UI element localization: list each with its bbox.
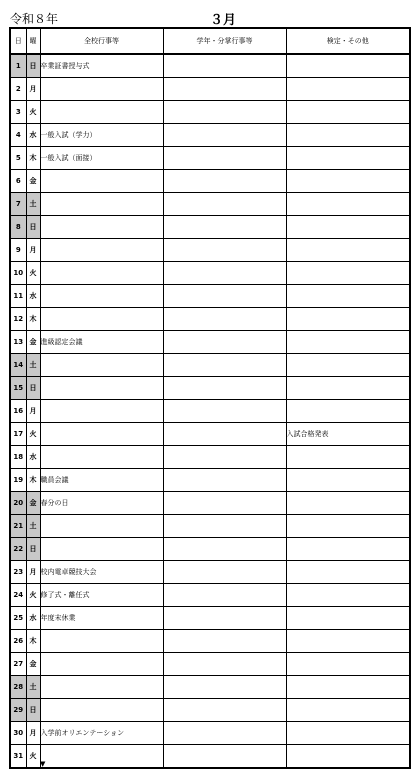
- day-cell: 29: [10, 699, 26, 722]
- grade-event-cell: [163, 584, 286, 607]
- other-cell: [286, 653, 410, 676]
- school-event-cell: 校内電卓競技大会: [40, 561, 163, 584]
- weekday-cell: 水: [26, 607, 40, 630]
- grade-event-cell: [163, 124, 286, 147]
- day-cell: 5: [10, 147, 26, 170]
- school-event-cell: [40, 446, 163, 469]
- table-row: [10, 377, 410, 400]
- other-cell: [286, 377, 410, 400]
- day-cell: 8: [10, 216, 26, 239]
- school-event-cell: [40, 216, 163, 239]
- school-event-cell: [40, 262, 163, 285]
- grade-event-cell: [163, 170, 286, 193]
- school-event-cell: [40, 515, 163, 538]
- school-event-cell: [40, 699, 163, 722]
- other-cell: [286, 676, 410, 699]
- table-row: [10, 538, 410, 561]
- table-row: [10, 584, 410, 607]
- other-cell: [286, 699, 410, 722]
- schedule-table: [9, 27, 411, 769]
- day-cell: 4: [10, 124, 26, 147]
- grade-event-cell: [163, 492, 286, 515]
- other-cell: 入試合格発表: [286, 423, 410, 446]
- school-event-cell: [40, 676, 163, 699]
- other-cell: [286, 170, 410, 193]
- weekday-cell: 金: [26, 492, 40, 515]
- header-row: [10, 28, 410, 54]
- day-cell: 24: [10, 584, 26, 607]
- school-event-cell: [40, 538, 163, 561]
- day-cell: 3: [10, 101, 26, 124]
- day-cell: 13: [10, 331, 26, 354]
- other-cell: [286, 193, 410, 216]
- other-cell: [286, 400, 410, 423]
- day-cell: 1: [10, 54, 26, 78]
- table-row: [10, 193, 410, 216]
- table-row: [10, 239, 410, 262]
- school-event-cell: [40, 101, 163, 124]
- day-cell: 6: [10, 170, 26, 193]
- table-row: [10, 469, 410, 492]
- day-cell: 10: [10, 262, 26, 285]
- other-cell: [286, 607, 410, 630]
- weekday-cell: 火: [26, 584, 40, 607]
- weekday-cell: 日: [26, 216, 40, 239]
- table-row: [10, 561, 410, 584]
- weekday-cell: 木: [26, 469, 40, 492]
- weekday-cell: 火: [26, 745, 40, 769]
- weekday-cell: 火: [26, 262, 40, 285]
- weekday-cell: 金: [26, 653, 40, 676]
- weekday-cell: 土: [26, 354, 40, 377]
- weekday-cell: 水: [26, 285, 40, 308]
- day-cell: 16: [10, 400, 26, 423]
- other-cell: [286, 331, 410, 354]
- day-column-header: 日: [10, 28, 26, 54]
- day-cell: 11: [10, 285, 26, 308]
- day-cell: 30: [10, 722, 26, 745]
- table-row: [10, 101, 410, 124]
- school-event-cell: [40, 239, 163, 262]
- school-event-cell: 一般入試（学力）: [40, 124, 163, 147]
- day-cell: 14: [10, 354, 26, 377]
- table-row: [10, 170, 410, 193]
- school-event-cell: 進級認定会議: [40, 331, 163, 354]
- table-row: [10, 354, 410, 377]
- school-event-cell: [40, 653, 163, 676]
- grade-event-cell: [163, 446, 286, 469]
- other-cell: [286, 469, 410, 492]
- table-row: [10, 745, 410, 769]
- table-row: [10, 492, 410, 515]
- school-event-cell: [40, 308, 163, 331]
- grade-event-cell: [163, 78, 286, 101]
- weekday-cell: 金: [26, 331, 40, 354]
- grade-event-cell: [163, 354, 286, 377]
- grade-event-cell: [163, 193, 286, 216]
- other-cell: [286, 584, 410, 607]
- other-column-header: 検定・その他: [286, 28, 410, 54]
- day-cell: 19: [10, 469, 26, 492]
- weekday-cell: 金: [26, 170, 40, 193]
- school-event-cell: 卒業証書授与式: [40, 54, 163, 78]
- school-event-cell: [40, 630, 163, 653]
- weekday-cell: 土: [26, 676, 40, 699]
- weekday-cell: 木: [26, 630, 40, 653]
- school-event-cell: 職員会議: [40, 469, 163, 492]
- grade-event-cell: [163, 216, 286, 239]
- grade-event-cell: [163, 262, 286, 285]
- day-cell: 12: [10, 308, 26, 331]
- weekday-cell: 日: [26, 377, 40, 400]
- weekday-cell: 土: [26, 193, 40, 216]
- day-cell: 15: [10, 377, 26, 400]
- table-row: [10, 285, 410, 308]
- down-arrow-icon: ▼: [40, 760, 46, 768]
- weekday-cell: 月: [26, 722, 40, 745]
- table-row: [10, 722, 410, 745]
- grade-event-cell: [163, 377, 286, 400]
- grade-event-cell: [163, 54, 286, 78]
- other-cell: [286, 262, 410, 285]
- grade-event-cell: [163, 515, 286, 538]
- weekday-cell: 日: [26, 54, 40, 78]
- other-cell: [286, 492, 410, 515]
- grade-event-cell: [163, 101, 286, 124]
- weekday-cell: 日: [26, 538, 40, 561]
- school-event-cell: [40, 423, 163, 446]
- table-row: [10, 515, 410, 538]
- other-cell: [286, 239, 410, 262]
- grade-event-cell: [163, 147, 286, 170]
- other-cell: [286, 354, 410, 377]
- weekday-cell: 日: [26, 699, 40, 722]
- day-cell: 21: [10, 515, 26, 538]
- other-cell: [286, 78, 410, 101]
- table-row: [10, 308, 410, 331]
- weekday-cell: 月: [26, 400, 40, 423]
- school-event-cell: [40, 193, 163, 216]
- school-event-cell: 修了式・離任式: [40, 584, 163, 607]
- other-cell: [286, 101, 410, 124]
- table-row: [10, 446, 410, 469]
- other-cell: [286, 630, 410, 653]
- grade-event-cell: [163, 331, 286, 354]
- school-event-cell: 一般入試（面接）: [40, 147, 163, 170]
- day-cell: 9: [10, 239, 26, 262]
- table-row: [10, 699, 410, 722]
- table-row: [10, 400, 410, 423]
- school-event-cell: [40, 170, 163, 193]
- table-row: [10, 630, 410, 653]
- other-cell: [286, 515, 410, 538]
- school-event-cell: [40, 377, 163, 400]
- day-cell: 22: [10, 538, 26, 561]
- day-cell: 27: [10, 653, 26, 676]
- grade-event-cell: [163, 561, 286, 584]
- other-cell: [286, 308, 410, 331]
- other-cell: [286, 561, 410, 584]
- weekday-cell: 水: [26, 124, 40, 147]
- other-cell: [286, 722, 410, 745]
- school-event-cell: [40, 745, 163, 769]
- table-row: [10, 78, 410, 101]
- table-row: [10, 124, 410, 147]
- day-cell: 17: [10, 423, 26, 446]
- grade-event-cell: [163, 400, 286, 423]
- other-cell: [286, 538, 410, 561]
- other-cell: [286, 216, 410, 239]
- grade-event-cell: [163, 607, 286, 630]
- table-row: [10, 331, 410, 354]
- grade-event-cell: [163, 630, 286, 653]
- day-cell: 20: [10, 492, 26, 515]
- weekday-cell: 月: [26, 561, 40, 584]
- day-cell: 23: [10, 561, 26, 584]
- school-event-cell: [40, 285, 163, 308]
- grade-event-cell: [163, 423, 286, 446]
- table-row: [10, 216, 410, 239]
- month-title: ３月: [210, 13, 237, 28]
- grade-event-cell: [163, 722, 286, 745]
- other-cell: [286, 54, 410, 78]
- weekday-cell: 月: [26, 78, 40, 101]
- school-event-cell: [40, 400, 163, 423]
- other-cell: [286, 147, 410, 170]
- table-row: [10, 607, 410, 630]
- grade-event-cell: [163, 308, 286, 331]
- other-cell: [286, 285, 410, 308]
- grade-event-cell: [163, 699, 286, 722]
- grade-events-column-header: 学年・分掌行事等: [163, 28, 286, 54]
- day-cell: 2: [10, 78, 26, 101]
- grade-event-cell: [163, 285, 286, 308]
- school-event-cell: 春分の日: [40, 492, 163, 515]
- weekday-cell: 火: [26, 101, 40, 124]
- school-event-cell: [40, 354, 163, 377]
- other-cell: [286, 745, 410, 769]
- grade-event-cell: [163, 676, 286, 699]
- weekday-cell: 月: [26, 239, 40, 262]
- school-event-cell: 入学前オリエンテーション: [40, 722, 163, 745]
- table-row: [10, 676, 410, 699]
- table-row: [10, 653, 410, 676]
- table-row: [10, 262, 410, 285]
- grade-event-cell: [163, 239, 286, 262]
- weekday-column-header: 曜: [26, 28, 40, 54]
- school-events-column-header: 全校行事等: [40, 28, 163, 54]
- weekday-cell: 木: [26, 308, 40, 331]
- day-cell: 7: [10, 193, 26, 216]
- weekday-cell: 水: [26, 446, 40, 469]
- day-cell: 18: [10, 446, 26, 469]
- other-cell: [286, 446, 410, 469]
- table-row: [10, 423, 410, 446]
- day-cell: 28: [10, 676, 26, 699]
- school-event-cell: 年度末休業: [40, 607, 163, 630]
- table-row: [10, 147, 410, 170]
- era-year: 令和８年: [10, 12, 59, 26]
- weekday-cell: 木: [26, 147, 40, 170]
- school-event-cell: [40, 78, 163, 101]
- grade-event-cell: [163, 469, 286, 492]
- table-row: [10, 54, 410, 78]
- grade-event-cell: [163, 653, 286, 676]
- grade-event-cell: [163, 538, 286, 561]
- day-cell: 31: [10, 745, 26, 769]
- weekday-cell: 土: [26, 515, 40, 538]
- day-cell: 25: [10, 607, 26, 630]
- other-cell: [286, 124, 410, 147]
- day-cell: 26: [10, 630, 26, 653]
- weekday-cell: 火: [26, 423, 40, 446]
- grade-event-cell: [163, 745, 286, 769]
